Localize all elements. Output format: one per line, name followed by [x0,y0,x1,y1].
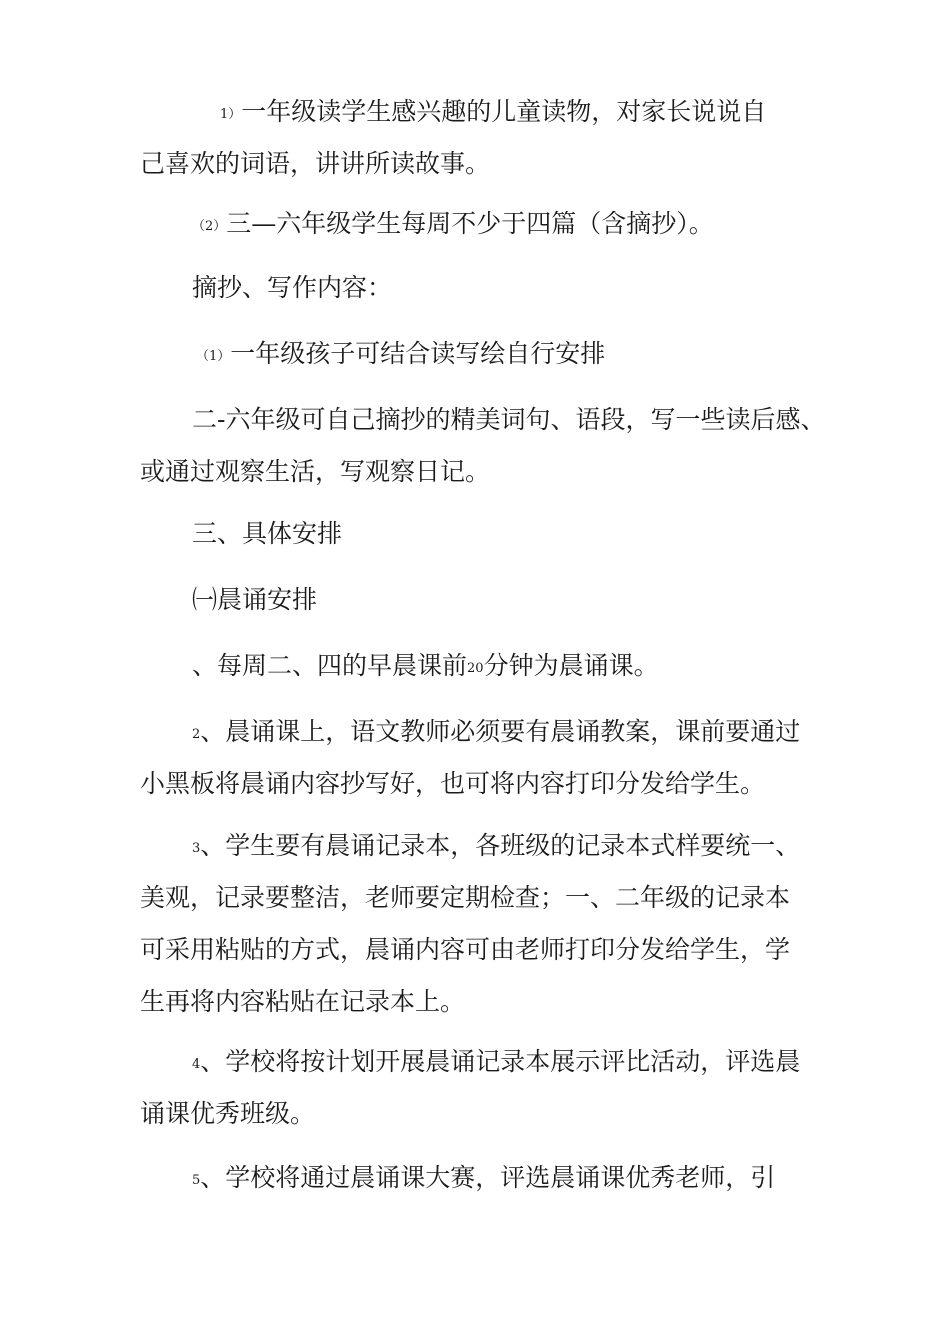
line-text: 、学生要有晨诵记录本，各班级的记录本式样要统一、 [200,831,801,860]
line-text: 一年级孩子可结合读写绘自行安排 [230,339,606,368]
list-number: 2 [192,727,201,742]
paragraph-4 [140,328,840,380]
paragraph-line [140,820,840,872]
line-text: 、学校将通过晨诵课大赛，评选晨诵课优秀老师，引 [200,1163,776,1192]
paragraph-line: 或通过观察生活，写观察日记。 [140,457,491,486]
line-text: 三—六年级学生每周不少于四篇（含摘抄）。 [226,209,714,238]
line-text: 一年级读学生感兴趣的儿童读物，对家长说说自 [241,97,767,126]
list-number: 3 [192,841,201,856]
paragraph-2 [140,198,840,250]
paragraph-line [140,86,840,138]
paragraph-line: 摘抄、写作内容： [192,273,393,302]
inline-number: 20 [467,661,484,676]
paragraph-line [140,1036,840,1088]
paragraph-line: ㈠晨诵安排 [192,585,318,614]
paragraph-line [140,706,840,758]
paragraph-5 [140,394,840,498]
paragraph-12 [140,1152,840,1204]
paragraph-line: 己喜欢的词语，讲讲所读故事。 [140,149,491,178]
paragraph-8 [140,640,840,692]
paragraph-line: 生再将内容粘贴在记录本上。 [140,987,466,1016]
list-number: 1） [220,107,242,122]
list-number: 4 [192,1057,201,1072]
paragraph-11 [140,1036,840,1140]
paragraph-10 [140,820,840,1028]
list-number: 5 [192,1173,201,1188]
paragraph-line [140,1152,840,1204]
line-text: 、每周二、四的早晨课前 [192,651,468,680]
line-text: 、晨诵课上，语文教师必须要有晨诵教案，课前要通过 [200,717,801,746]
paragraph-line: 诵课优秀班级。 [140,1099,316,1128]
paragraph-line: 小黑板将晨诵内容抄写好，也可将内容打印分发给学生。 [140,769,766,798]
paragraph-line: 美观，记录要整洁，老师要定期检查；一、二年级的记录本 [140,883,791,912]
paragraph-9 [140,706,840,810]
line-text: 、学校将按计划开展晨诵记录本展示评比活动，评选晨 [200,1047,801,1076]
line-text: 分钟为晨诵课。 [483,651,659,680]
paragraph-line [140,328,840,380]
paragraph-1 [140,86,840,190]
subsection-heading [140,574,840,626]
list-number: （1） [196,349,231,364]
paragraph-line [140,198,840,250]
paragraph-3 [140,262,840,314]
paragraph-line: 三、具体安排 [192,519,343,548]
paragraph-line: 二-六年级可自己摘抄的精美词句、语段，写一些读后感、 [192,405,826,434]
paragraph-line [140,640,840,692]
list-number: （2） [192,219,227,234]
section-heading [140,508,840,560]
paragraph-line: 可采用粘贴的方式，晨诵内容可由老师打印分发给学生，学 [140,935,791,964]
